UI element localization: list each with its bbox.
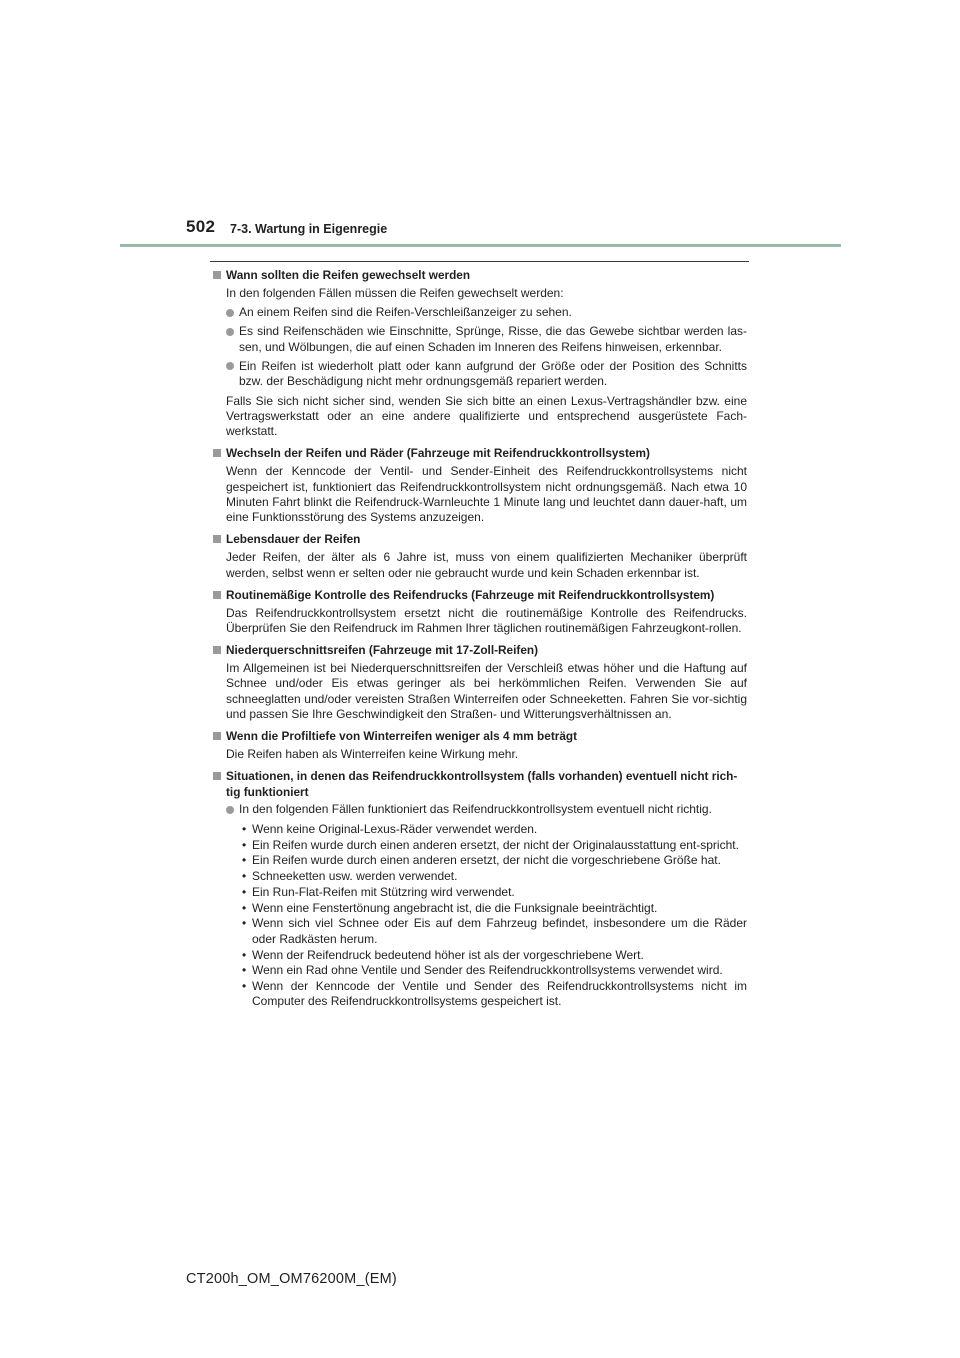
middot-bullet-icon: • xyxy=(242,900,247,915)
section-heading: Wenn die Profiltiefe von Winterreifen weniger als 4 mm beträgt xyxy=(213,729,747,744)
section-heading: Wann sollten die Reifen gewechselt werden xyxy=(213,268,747,283)
round-bullet-icon xyxy=(226,309,234,317)
bullet-item: In den folgenden Fällen funktioniert das Reifendruckkontrollsystem eventuell nicht richtig. xyxy=(213,802,747,817)
section-pressure-check xyxy=(213,588,747,636)
list-item: • Ein Run-Flat-Reifen mit Stützring wird verwendet. xyxy=(242,884,515,899)
section-intro: In den folgenden Fällen müssen die Reifen gewechselt werden: xyxy=(226,285,564,300)
section-heading: Niederquerschnittsreifen (Fahrzeuge mit 17-Zoll-Reifen) xyxy=(213,643,747,658)
list-item: • Wenn der Reifendruck bedeutend höher ist als der vorgeschriebene Wert. xyxy=(242,947,644,962)
square-bullet-icon xyxy=(213,271,221,279)
middot-bullet-icon: • xyxy=(242,947,247,962)
middot-bullet-icon: • xyxy=(242,869,247,884)
section-heading: Routinemäßige Kontrolle des Reifendrucks (Fahrzeuge mit Reifendruckkontrollsystem) xyxy=(213,588,747,603)
square-bullet-icon xyxy=(213,591,221,599)
section-wheel-change xyxy=(213,446,747,525)
section-tpms-malfunction xyxy=(213,769,747,1009)
section-body: Im Allgemeinen ist bei Niederquerschnittsreifen der Verschleiß etwas höher und die Haftung auf Schnee und/oder Eis etwas geringer als bei herkömmlichen Reifen. Verwenden Sie auf schneeglatten und/oder vereisten Straßen Winterreifen oder Schneeketten. Fahren Sie vor-sichtig und passen Sie Ihre Geschwindigkeit den Straßen- und Witterungsverhältnissen an. xyxy=(226,661,747,721)
middot-bullet-icon: • xyxy=(242,979,247,994)
section-heading: Situationen, in denen das Reifendruckkontrollsystem (falls vorhanden) eventuell nicht rich-tig funktioniert xyxy=(213,769,747,800)
section-low-profile-tires xyxy=(213,643,747,722)
square-bullet-icon xyxy=(213,449,221,457)
page-content xyxy=(213,268,747,1017)
list-item: • Wenn eine Fenstertönung angebracht ist, die die Funksignale beeinträchtigt. xyxy=(242,900,658,915)
square-bullet-icon xyxy=(213,772,221,780)
middot-bullet-icon: • xyxy=(242,916,247,931)
section-tire-lifespan xyxy=(213,532,747,580)
square-bullet-icon xyxy=(213,535,221,543)
section-heading: Lebensdauer der Reifen xyxy=(213,532,747,547)
content-divider xyxy=(210,261,749,262)
list-item: • Wenn ein Rad ohne Ventile und Sender des Reifendruckkontrollsystems verwendet wird. xyxy=(242,963,723,978)
square-bullet-icon xyxy=(213,646,221,654)
round-bullet-icon xyxy=(226,362,234,370)
bullet-item: An einem Reifen sind die Reifen-Verschleißanzeiger zu sehen. xyxy=(213,305,747,320)
middot-bullet-icon: • xyxy=(242,884,247,899)
middot-bullet-icon: • xyxy=(242,821,247,836)
section-title: 7-3. Wartung in Eigenregie xyxy=(230,222,388,236)
section-heading: Wechseln der Reifen und Räder (Fahrzeuge mit Reifendruckkontrollsystem) xyxy=(213,446,747,461)
round-bullet-icon xyxy=(226,806,234,814)
section-tire-replacement xyxy=(213,268,747,439)
bullet-item: Es sind Reifenschäden wie Einschnitte, Sprünge, Risse, die das Gewebe sichtbar werden las-sen, und Wölbungen, die auf einen Schaden im Inneren des Reifens hinweisen, erkennbar. xyxy=(213,324,747,355)
list-item: • Schneeketten usw. werden verwendet. xyxy=(242,869,458,884)
section-body: Das Reifendruckkontrollsystem ersetzt nicht die routinemäßige Kontrolle des Reifendrucks. Überprüfen Sie den Reifendruck im Rahmen Ihrer täglichen routinemäßigen Fahrzeugkont-rollen. xyxy=(226,605,747,635)
middot-bullet-icon: • xyxy=(242,963,247,978)
list-item: • Ein Reifen wurde durch einen anderen ersetzt, der nicht der Originalausstattung ent-spricht. xyxy=(242,837,739,852)
list-item: • Wenn keine Original-Lexus-Räder verwendet werden. xyxy=(242,821,538,836)
section-winter-tread-depth xyxy=(213,729,747,762)
header-divider xyxy=(120,244,841,247)
middot-bullet-icon: • xyxy=(242,853,247,868)
middot-bullet-icon: • xyxy=(242,837,247,852)
list-item: • Wenn der Kenncode der Ventile und Sender des Reifendruckkontrollsystems nicht im Computer des Reifendruckkontrollsystems gespeichert ist. xyxy=(242,979,747,1009)
list-item: • Wenn sich viel Schnee oder Eis auf dem Fahrzeug befindet, insbesondere um die Räder oder Radkästen herum. xyxy=(242,916,747,946)
section-body: Wenn der Kenncode der Ventil- und Sender-Einheit des Reifendruckkontrollsystems nicht gespeichert ist, funktioniert das Reifendruckkontrollsystem nicht ordnungsgemäß. Nach etwa 10 Minuten Fahrt blinkt die Reifendruck-Warnleuchte 1 Minute lang und leuchtet dann dauer-haft, um eine Funktionsstörung des Systems anzuzeigen. xyxy=(226,464,747,525)
section-outro: Falls Sie sich nicht sicher sind, wenden Sie sich bitte an einen Lexus-Vertragshändler bzw. eine Vertragswerkstatt oder an eine andere qualifizierte und entsprechend ausgerüstete Fach-werkstatt. xyxy=(226,393,747,439)
list-item: • Ein Reifen wurde durch einen anderen ersetzt, der nicht die vorgeschriebene Größe hat. xyxy=(242,853,721,868)
footer-document-code: CT200h_OM_OM76200M_(EM) xyxy=(186,1271,397,1287)
section-body: Jeder Reifen, der älter als 6 Jahre ist, muss von einem qualifizierten Mechaniker überprüft werden, selbst wenn er selten oder nie gebraucht wurde und kein Schaden erkennbar ist. xyxy=(226,550,747,580)
section-body: Die Reifen haben als Winterreifen keine Wirkung mehr. xyxy=(226,747,519,762)
bullet-item: Ein Reifen ist wiederholt platt oder kann aufgrund der Größe oder der Position des Schnitts bzw. der Beschädigung nicht mehr ordnungsgemäß repariert werden. xyxy=(213,359,747,390)
page-number: 502 xyxy=(186,217,216,236)
round-bullet-icon xyxy=(226,328,234,336)
square-bullet-icon xyxy=(213,732,221,740)
